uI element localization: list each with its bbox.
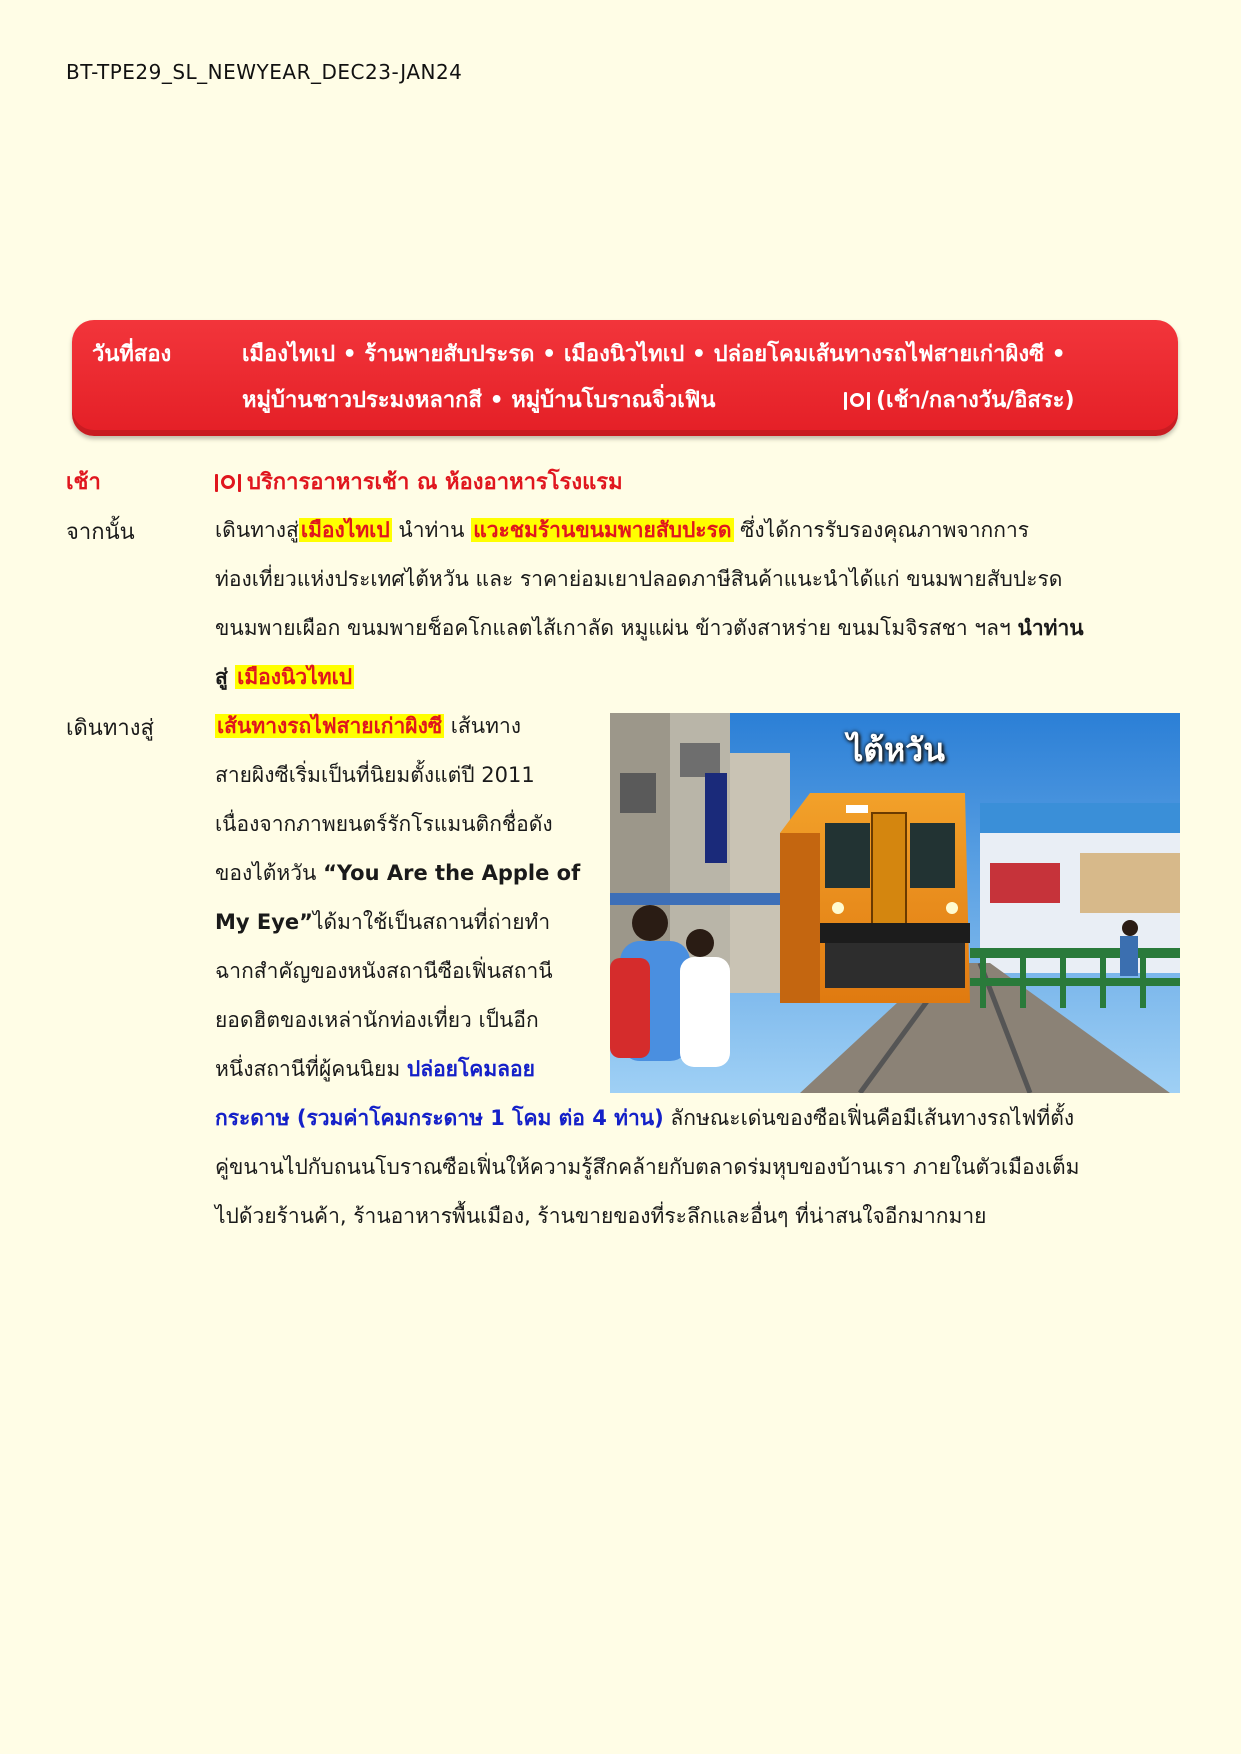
travel-line-1 [215, 710, 521, 743]
day-banner [72, 320, 1178, 436]
highlight-pineapple-cake-shop: แวะชมร้านขนมพายสับปะรด [473, 518, 732, 542]
then-text: เดินทางสู่ [215, 518, 299, 542]
banner-meals [844, 382, 1075, 417]
travel-line-10: คู่ขนานไปกับถนนโบราณซือเฟิ่นให้ความรู้สึกคล้ายกับตลาดร่มหุบของบ้านเรา ภายในตัวเมืองเต็ม [215, 1155, 1080, 1179]
photo-caption: ไต้หวัน [847, 731, 945, 769]
travel-text: หนึ่งสถานีที่ผู้คนนิยม [215, 1057, 407, 1081]
train-photo [610, 713, 1180, 1093]
travel-text: เส้นทาง [444, 714, 521, 738]
highlight-new-taipei: เมืองนิวไทเป [237, 665, 353, 689]
breakfast-line [215, 464, 623, 499]
then-line-4 [215, 661, 354, 694]
label-morning: เช้า [66, 470, 101, 495]
then-text: ขนมพายเผือก ขนมพายช็อคโกแลตไส้เกาลัด หมูแผ่น ข้าวตังสาหร่าย ขนมโมจิรสชา ฯลฯ [215, 616, 1018, 640]
travel-line-5 [215, 906, 550, 939]
meal-icon [844, 391, 870, 411]
travel-line-8 [215, 1053, 535, 1086]
travel-line-7: ยอดฮิตของเหล่านักท่องเที่ยว เป็นอีก [215, 1008, 539, 1032]
highlight-pingxi-railway: เส้นทางรถไฟสายเก่าผิงซี [217, 714, 443, 738]
highlight-taipei: เมืองไทเป [300, 518, 390, 542]
banner-day-label: วันที่สอง [92, 342, 172, 367]
movie-title: “You Are the Apple of [323, 861, 581, 885]
lantern-highlight: ปล่อยโคมลอย [406, 1057, 535, 1081]
banner-itinerary-line-2: หมู่บ้านชาวประมงหลากสี • หมู่บ้านโบราณจิ่วเฟิน [242, 388, 716, 413]
then-line-2: ท่องเที่ยวแห่งประเทศไต้หวัน และ ราคาย่อมเยาปลอดภาษีสินค้าแนะนำได้แก่ ขนมพายสับปะรด [215, 567, 1063, 591]
travel-line-3: เนื่องจากภาพยนตร์รักโรแมนติกชื่อดัง [215, 812, 553, 836]
document-code: BT-TPE29_SL_NEWYEAR_DEC23-JAN24 [66, 60, 463, 84]
then-line-1 [215, 514, 1029, 547]
then-text: นำท่าน [391, 518, 472, 542]
then-text: ซึ่งได้การรับรองคุณภาพจากการ [733, 518, 1030, 542]
travel-text: ได้มาใช้เป็นสถานที่ถ่ายทำ [312, 910, 551, 934]
breakfast-text: บริการอาหารเช้า ณ ห้องอาหารโรงแรม [247, 470, 623, 495]
lantern-highlight: กระดาษ (รวมค่าโคมกระดาษ 1 โคม ต่อ 4 ท่าน) [215, 1106, 664, 1130]
travel-line-2: สายผิงซีเริ่มเป็นที่นิยมตั้งแต่ปี 2011 [215, 763, 535, 787]
then-line-3 [215, 612, 1084, 645]
banner-meals-text: (เช้า/กลางวัน/อิสระ) [876, 388, 1075, 413]
travel-line-4 [215, 857, 580, 890]
label-travel: เดินทางสู่ [66, 716, 154, 741]
travel-text: ของไต้หวัน [215, 861, 324, 885]
travel-line-9 [215, 1102, 1074, 1135]
label-then: จากนั้น [66, 520, 135, 545]
then-text-bold: นำท่าน [1017, 616, 1084, 640]
travel-text: ลักษณะเด่นของซือเฟิ่นคือมีเส้นทางรถไฟที่ตั้ง [663, 1106, 1075, 1130]
travel-line-6: ฉากสำคัญของหนังสถานีซือเฟิ่นสถานี [215, 959, 553, 983]
movie-title: My Eye” [215, 910, 313, 934]
meal-icon [215, 473, 241, 493]
travel-line-11: ไปด้วยร้านค้า, ร้านอาหารพื้นเมือง, ร้านขายของที่ระลึกและอื่นๆ ที่น่าสนใจอีกมากมาย [215, 1204, 987, 1228]
banner-itinerary-line-1: เมืองไทเป • ร้านพายสับประรด • เมืองนิวไทเป • ปล่อยโคมเส้นทางรถไฟสายเก่าผิงซี • [242, 342, 1066, 367]
then-text-bold: สู่ [215, 665, 236, 689]
